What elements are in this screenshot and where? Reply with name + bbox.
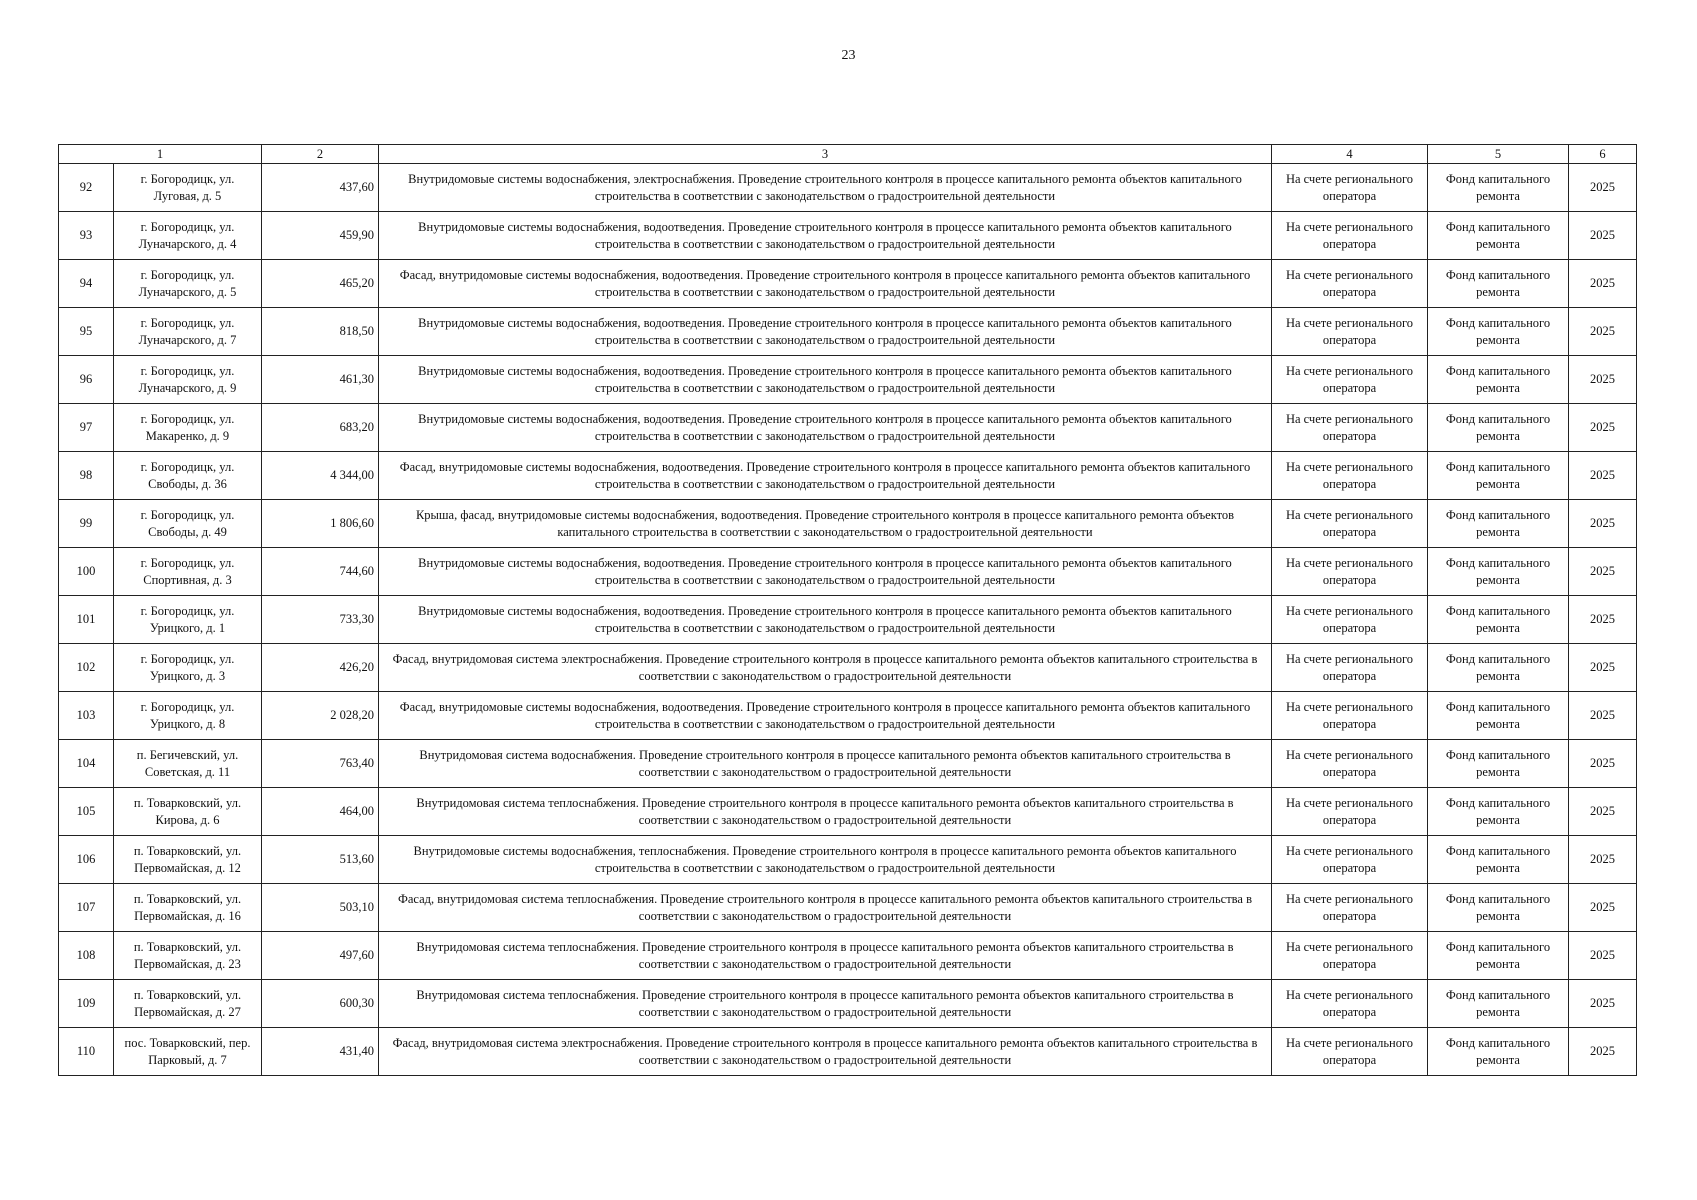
area-cell: 2 028,20 [262,692,379,740]
column-header-5: 5 [1428,145,1569,164]
table-row [59,980,1637,1028]
row-number: 102 [59,644,114,692]
year-cell: 2025 [1569,356,1637,404]
works-description-cell: Внутридомовые системы водоснабжения, электроснабжения. Проведение строительного контроля в процессе капитального ремонта объектов капитального строительства в соответствии с законодательством о градостроительной деятельности [379,164,1272,212]
year-cell: 2025 [1569,884,1637,932]
funding-source-cell: Фонд капитального ремонта [1428,212,1569,260]
works-description-cell: Внутридомовые системы водоснабжения, водоотведения. Проведение строительного контроля в процессе капитального ремонта объектов капитального строительства в соответствии с законодательством о градостроительной деятельности [379,356,1272,404]
area-cell: 459,90 [262,212,379,260]
row-number: 103 [59,692,114,740]
repair-schedule-table [58,144,1637,1076]
works-description-cell: Фасад, внутридомовая система электроснабжения. Проведение строительного контроля в процессе капитального ремонта объектов капитального строительства в соответствии с законодательством о градостроительной деятельности [379,644,1272,692]
account-type-cell: На счете регионального оператора [1272,212,1428,260]
account-type-cell: На счете регионального оператора [1272,308,1428,356]
funding-source-cell: Фонд капитального ремонта [1428,836,1569,884]
area-cell: 744,60 [262,548,379,596]
area-cell: 4 344,00 [262,452,379,500]
year-cell: 2025 [1569,836,1637,884]
table-row [59,308,1637,356]
account-type-cell: На счете регионального оператора [1272,548,1428,596]
address-cell: г. Богородицк, ул. Луначарского, д. 9 [114,356,262,404]
address-cell: п. Товарковский, ул. Первомайская, д. 12 [114,836,262,884]
area-cell: 461,30 [262,356,379,404]
row-number: 105 [59,788,114,836]
funding-source-cell: Фонд капитального ремонта [1428,788,1569,836]
area-cell: 513,60 [262,836,379,884]
funding-source-cell: Фонд капитального ремонта [1428,980,1569,1028]
works-description-cell: Внутридомовые системы водоснабжения, водоотведения. Проведение строительного контроля в процессе капитального ремонта объектов капитального строительства в соответствии с законодательством о градостроительной деятельности [379,548,1272,596]
area-cell: 818,50 [262,308,379,356]
address-cell: п. Бегичевский, ул. Советская, д. 11 [114,740,262,788]
row-number: 106 [59,836,114,884]
funding-source-cell: Фонд капитального ремонта [1428,164,1569,212]
area-cell: 733,30 [262,596,379,644]
year-cell: 2025 [1569,980,1637,1028]
row-number: 109 [59,980,114,1028]
area-cell: 503,10 [262,884,379,932]
address-cell: г. Богородицк, ул. Свободы, д. 36 [114,452,262,500]
works-description-cell: Крыша, фасад, внутридомовые системы водоснабжения, водоотведения. Проведение строительного контроля в процессе капитального ремонта объектов капитального строительства в соответствии с законодательством о градостроительной деятельности [379,500,1272,548]
funding-source-cell: Фонд капитального ремонта [1428,308,1569,356]
table-row [59,836,1637,884]
account-type-cell: На счете регионального оператора [1272,356,1428,404]
address-cell: п. Товарковский, ул. Первомайская, д. 27 [114,980,262,1028]
address-cell: г. Богородицк, ул. Урицкого, д. 1 [114,596,262,644]
works-description-cell: Внутридомовая система теплоснабжения. Проведение строительного контроля в процессе капитального ремонта объектов капитального строительства в соответствии с законодательством о градостроительной деятельности [379,980,1272,1028]
year-cell: 2025 [1569,740,1637,788]
works-description-cell: Внутридомовые системы водоснабжения, водоотведения. Проведение строительного контроля в процессе капитального ремонта объектов капитального строительства в соответствии с законодательством о градостроительной деятельности [379,404,1272,452]
account-type-cell: На счете регионального оператора [1272,932,1428,980]
table-row [59,260,1637,308]
column-header-3: 3 [379,145,1272,164]
account-type-cell: На счете регионального оператора [1272,980,1428,1028]
column-header-4: 4 [1272,145,1428,164]
area-cell: 431,40 [262,1028,379,1076]
year-cell: 2025 [1569,932,1637,980]
table-row [59,740,1637,788]
table-row [59,452,1637,500]
table-row [59,884,1637,932]
address-cell: г. Богородицк, ул. Луначарского, д. 5 [114,260,262,308]
column-header-2: 2 [262,145,379,164]
area-cell: 1 806,60 [262,500,379,548]
row-number: 104 [59,740,114,788]
year-cell: 2025 [1569,260,1637,308]
area-cell: 683,20 [262,404,379,452]
area-cell: 465,20 [262,260,379,308]
account-type-cell: На счете регионального оператора [1272,1028,1428,1076]
row-number: 110 [59,1028,114,1076]
row-number: 108 [59,932,114,980]
funding-source-cell: Фонд капитального ремонта [1428,452,1569,500]
address-cell: г. Богородицк, ул. Урицкого, д. 3 [114,644,262,692]
year-cell: 2025 [1569,548,1637,596]
year-cell: 2025 [1569,1028,1637,1076]
account-type-cell: На счете регионального оператора [1272,500,1428,548]
funding-source-cell: Фонд капитального ремонта [1428,932,1569,980]
table-row [59,500,1637,548]
account-type-cell: На счете регионального оператора [1272,740,1428,788]
account-type-cell: На счете регионального оператора [1272,836,1428,884]
address-cell: г. Богородицк, ул. Макаренко, д. 9 [114,404,262,452]
table-row [59,596,1637,644]
column-header-1: 1 [59,145,262,164]
row-number: 99 [59,500,114,548]
year-cell: 2025 [1569,212,1637,260]
works-description-cell: Внутридомовые системы водоснабжения, теплоснабжения. Проведение строительного контроля в процессе капитального ремонта объектов капитального строительства в соответствии с законодательством о градостроительной деятельности [379,836,1272,884]
address-cell: пос. Товарковский, пер. Парковый, д. 7 [114,1028,262,1076]
table-row [59,932,1637,980]
address-cell: г. Богородицк, ул. Луначарского, д. 4 [114,212,262,260]
area-cell: 763,40 [262,740,379,788]
works-description-cell: Фасад, внутридомовые системы водоснабжения, водоотведения. Проведение строительного контроля в процессе капитального ремонта объектов капитального строительства в соответствии с законодательством о градостроительной деятельности [379,692,1272,740]
row-number: 96 [59,356,114,404]
address-cell: г. Богородицк, ул. Урицкого, д. 8 [114,692,262,740]
table-row [59,692,1637,740]
works-description-cell: Фасад, внутридомовая система электроснабжения. Проведение строительного контроля в процессе капитального ремонта объектов капитального строительства в соответствии с законодательством о градостроительной деятельности [379,1028,1272,1076]
year-cell: 2025 [1569,596,1637,644]
table-row [59,548,1637,596]
table-body [59,164,1637,1076]
column-header-6: 6 [1569,145,1637,164]
year-cell: 2025 [1569,692,1637,740]
table-row [59,164,1637,212]
account-type-cell: На счете регионального оператора [1272,452,1428,500]
works-description-cell: Внутридомовые системы водоснабжения, водоотведения. Проведение строительного контроля в процессе капитального ремонта объектов капитального строительства в соответствии с законодательством о градостроительной деятельности [379,308,1272,356]
address-cell: г. Богородицк, ул. Луговая, д. 5 [114,164,262,212]
works-description-cell: Фасад, внутридомовые системы водоснабжения, водоотведения. Проведение строительного контроля в процессе капитального ремонта объектов капитального строительства в соответствии с законодательством о градостроительной деятельности [379,260,1272,308]
account-type-cell: На счете регионального оператора [1272,788,1428,836]
funding-source-cell: Фонд капитального ремонта [1428,596,1569,644]
account-type-cell: На счете регионального оператора [1272,260,1428,308]
works-description-cell: Фасад, внутридомовая система теплоснабжения. Проведение строительного контроля в процессе капитального ремонта объектов капитального строительства в соответствии с законодательством о градостроительной деятельности [379,884,1272,932]
area-cell: 437,60 [262,164,379,212]
table-row [59,212,1637,260]
column-number-row [59,145,1637,164]
year-cell: 2025 [1569,164,1637,212]
works-description-cell: Внутридомовая система теплоснабжения. Проведение строительного контроля в процессе капитального ремонта объектов капитального строительства в соответствии с законодательством о градостроительной деятельности [379,788,1272,836]
address-cell: г. Богородицк, ул. Свободы, д. 49 [114,500,262,548]
works-description-cell: Внутридомовая система водоснабжения. Проведение строительного контроля в процессе капитального ремонта объектов капитального строительства в соответствии с законодательством о градостроительной деятельности [379,740,1272,788]
works-description-cell: Внутридомовая система теплоснабжения. Проведение строительного контроля в процессе капитального ремонта объектов капитального строительства в соответствии с законодательством о градостроительной деятельности [379,932,1272,980]
area-cell: 464,00 [262,788,379,836]
address-cell: п. Товарковский, ул. Первомайская, д. 16 [114,884,262,932]
works-description-cell: Внутридомовые системы водоснабжения, водоотведения. Проведение строительного контроля в процессе капитального ремонта объектов капитального строительства в соответствии с законодательством о градостроительной деятельности [379,596,1272,644]
year-cell: 2025 [1569,644,1637,692]
row-number: 93 [59,212,114,260]
funding-source-cell: Фонд капитального ремонта [1428,644,1569,692]
account-type-cell: На счете регионального оператора [1272,596,1428,644]
row-number: 95 [59,308,114,356]
address-cell: п. Товарковский, ул. Первомайская, д. 23 [114,932,262,980]
funding-source-cell: Фонд капитального ремонта [1428,548,1569,596]
address-cell: п. Товарковский, ул. Кирова, д. 6 [114,788,262,836]
account-type-cell: На счете регионального оператора [1272,404,1428,452]
account-type-cell: На счете регионального оператора [1272,692,1428,740]
row-number: 107 [59,884,114,932]
funding-source-cell: Фонд капитального ремонта [1428,260,1569,308]
year-cell: 2025 [1569,308,1637,356]
account-type-cell: На счете регионального оператора [1272,644,1428,692]
row-number: 97 [59,404,114,452]
page-number: 23 [841,48,856,63]
works-description-cell: Фасад, внутридомовые системы водоснабжения, водоотведения. Проведение строительного контроля в процессе капитального ремонта объектов капитального строительства в соответствии с законодательством о градостроительной деятельности [379,452,1272,500]
account-type-cell: На счете регионального оператора [1272,164,1428,212]
address-cell: г. Богородицк, ул. Спортивная, д. 3 [114,548,262,596]
funding-source-cell: Фонд капитального ремонта [1428,884,1569,932]
funding-source-cell: Фонд капитального ремонта [1428,740,1569,788]
address-cell: г. Богородицк, ул. Луначарского, д. 7 [114,308,262,356]
works-description-cell: Внутридомовые системы водоснабжения, водоотведения. Проведение строительного контроля в процессе капитального ремонта объектов капитального строительства в соответствии с законодательством о градостроительной деятельности [379,212,1272,260]
area-cell: 426,20 [262,644,379,692]
row-number: 98 [59,452,114,500]
funding-source-cell: Фонд капитального ремонта [1428,356,1569,404]
year-cell: 2025 [1569,452,1637,500]
year-cell: 2025 [1569,500,1637,548]
row-number: 100 [59,548,114,596]
funding-source-cell: Фонд капитального ремонта [1428,404,1569,452]
table-row [59,788,1637,836]
table-row [59,1028,1637,1076]
area-cell: 600,30 [262,980,379,1028]
table-row [59,404,1637,452]
funding-source-cell: Фонд капитального ремонта [1428,500,1569,548]
table-row [59,644,1637,692]
row-number: 101 [59,596,114,644]
year-cell: 2025 [1569,788,1637,836]
account-type-cell: На счете регионального оператора [1272,884,1428,932]
row-number: 94 [59,260,114,308]
area-cell: 497,60 [262,932,379,980]
table-row [59,356,1637,404]
funding-source-cell: Фонд капитального ремонта [1428,1028,1569,1076]
year-cell: 2025 [1569,404,1637,452]
row-number: 92 [59,164,114,212]
funding-source-cell: Фонд капитального ремонта [1428,692,1569,740]
